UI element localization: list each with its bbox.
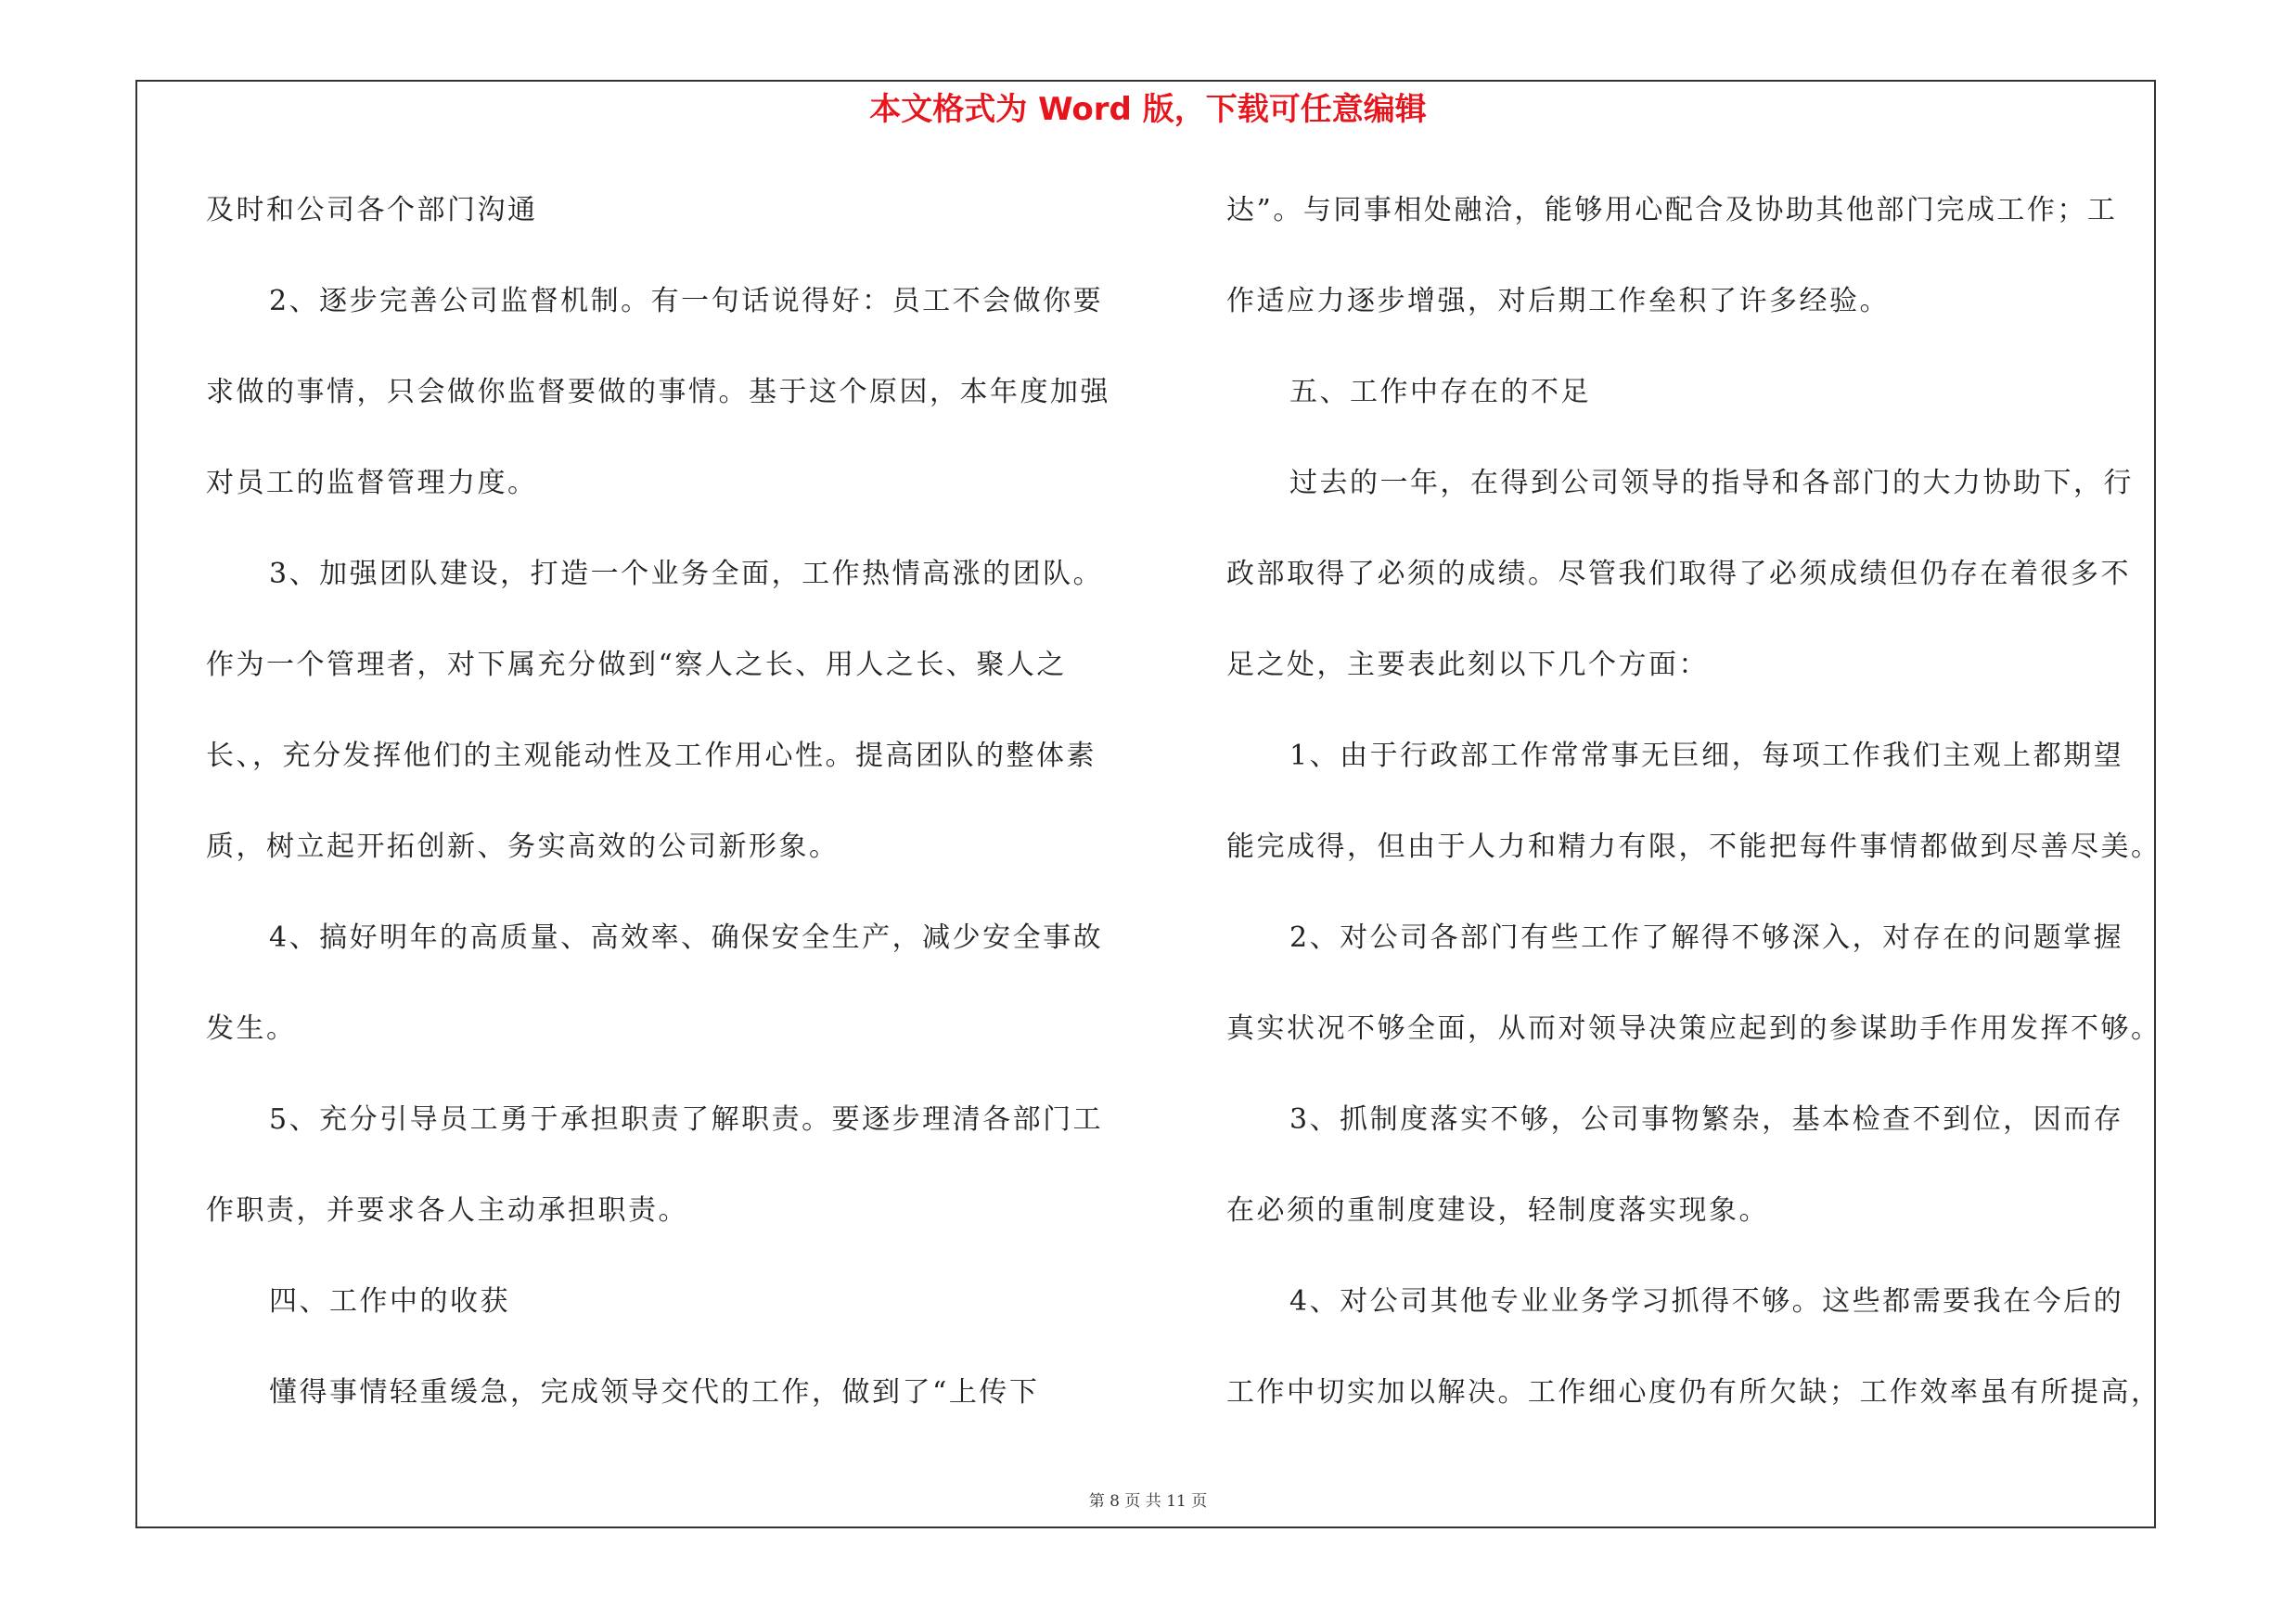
text-line: 1、由于行政部工作常常事无巨细，每项工作我们主观上都期望 [1289, 740, 2124, 772]
text-line: 达”。与同事相处融洽，能够用心配合及协助其他部门完成工作；工 [1226, 194, 2118, 226]
text-line: 工作中切实加以解决。工作细心度仍有所欠缺；工作效率虽有所提高， [1226, 1376, 2161, 1409]
text-line: 政部取得了必须的成绩。尽管我们取得了必须成绩但仍存在着很多不 [1226, 558, 2131, 590]
text-line: 质，树立起开拓创新、务实高效的公司新形象。 [206, 831, 840, 863]
text-line: 3、加强团队建设，打造一个业务全面，工作热情高涨的团队。 [269, 558, 1104, 590]
word-format-banner: 本文格式为 Word 版，下载可任意编辑 [869, 91, 1427, 128]
text-line: 四、工作中的收获 [269, 1285, 510, 1318]
text-line: 过去的一年，在得到公司领导的指导和各部门的大力协助下，行 [1289, 467, 2134, 499]
text-line: 求做的事情，只会做你监督要做的事情。基于这个原因，本年度加强 [206, 376, 1110, 408]
text-line: 发生。 [206, 1012, 297, 1045]
text-line: 真实状况不够全面，从而对领导决策应起到的参谋助手作用发挥不够。 [1226, 1012, 2161, 1045]
right-text-column [1226, 184, 2161, 1457]
text-line: 作适应力逐步增强，对后期工作垒积了许多经验。 [1226, 285, 1890, 317]
text-line: 对员工的监督管理力度。 [206, 467, 538, 499]
text-line: 足之处，主要表此刻以下几个方面： [1226, 649, 1709, 681]
text-line: 在必须的重制度建设，轻制度落实现象。 [1226, 1194, 1769, 1227]
text-line: 懂得事情轻重缓急，完成领导交代的工作，做到了“上传下 [269, 1376, 1040, 1409]
text-line: 五、工作中存在的不足 [1289, 376, 1591, 408]
text-line: 及时和公司各个部门沟通 [206, 194, 538, 226]
text-line: 3、抓制度落实不够，公司事物繁杂，基本检查不到位，因而存 [1289, 1103, 2124, 1136]
text-line: 2、逐步完善公司监督机制。有一句话说得好：员工不会做你要 [269, 285, 1104, 317]
text-line: 4、搞好明年的高质量、高效率、确保安全生产，减少安全事故 [269, 921, 1104, 954]
text-line: 长、，充分发挥他们的主观能动性及工作用心性。提高团队的整体素 [206, 740, 1097, 772]
text-line: 5、充分引导员工勇于承担职责了解职责。要逐步理清各部门工 [269, 1103, 1104, 1136]
left-text-column [206, 184, 1171, 1457]
page-number-footer: 第 8 页 共 11 页 [1088, 1492, 1208, 1511]
text-line: 能完成得，但由于人力和精力有限，不能把每件事情都做到尽善尽美。 [1226, 831, 2161, 863]
text-line: 作职责，并要求各人主动承担职责。 [206, 1194, 688, 1227]
text-line: 4、对公司其他专业业务学习抓得不够。这些都需要我在今后的 [1289, 1285, 2124, 1318]
text-line: 2、对公司各部门有些工作了解得不够深入，对存在的问题掌握 [1289, 921, 2124, 954]
text-line: 作为一个管理者，对下属充分做到“察人之长、用人之长、聚人之 [206, 649, 1067, 681]
